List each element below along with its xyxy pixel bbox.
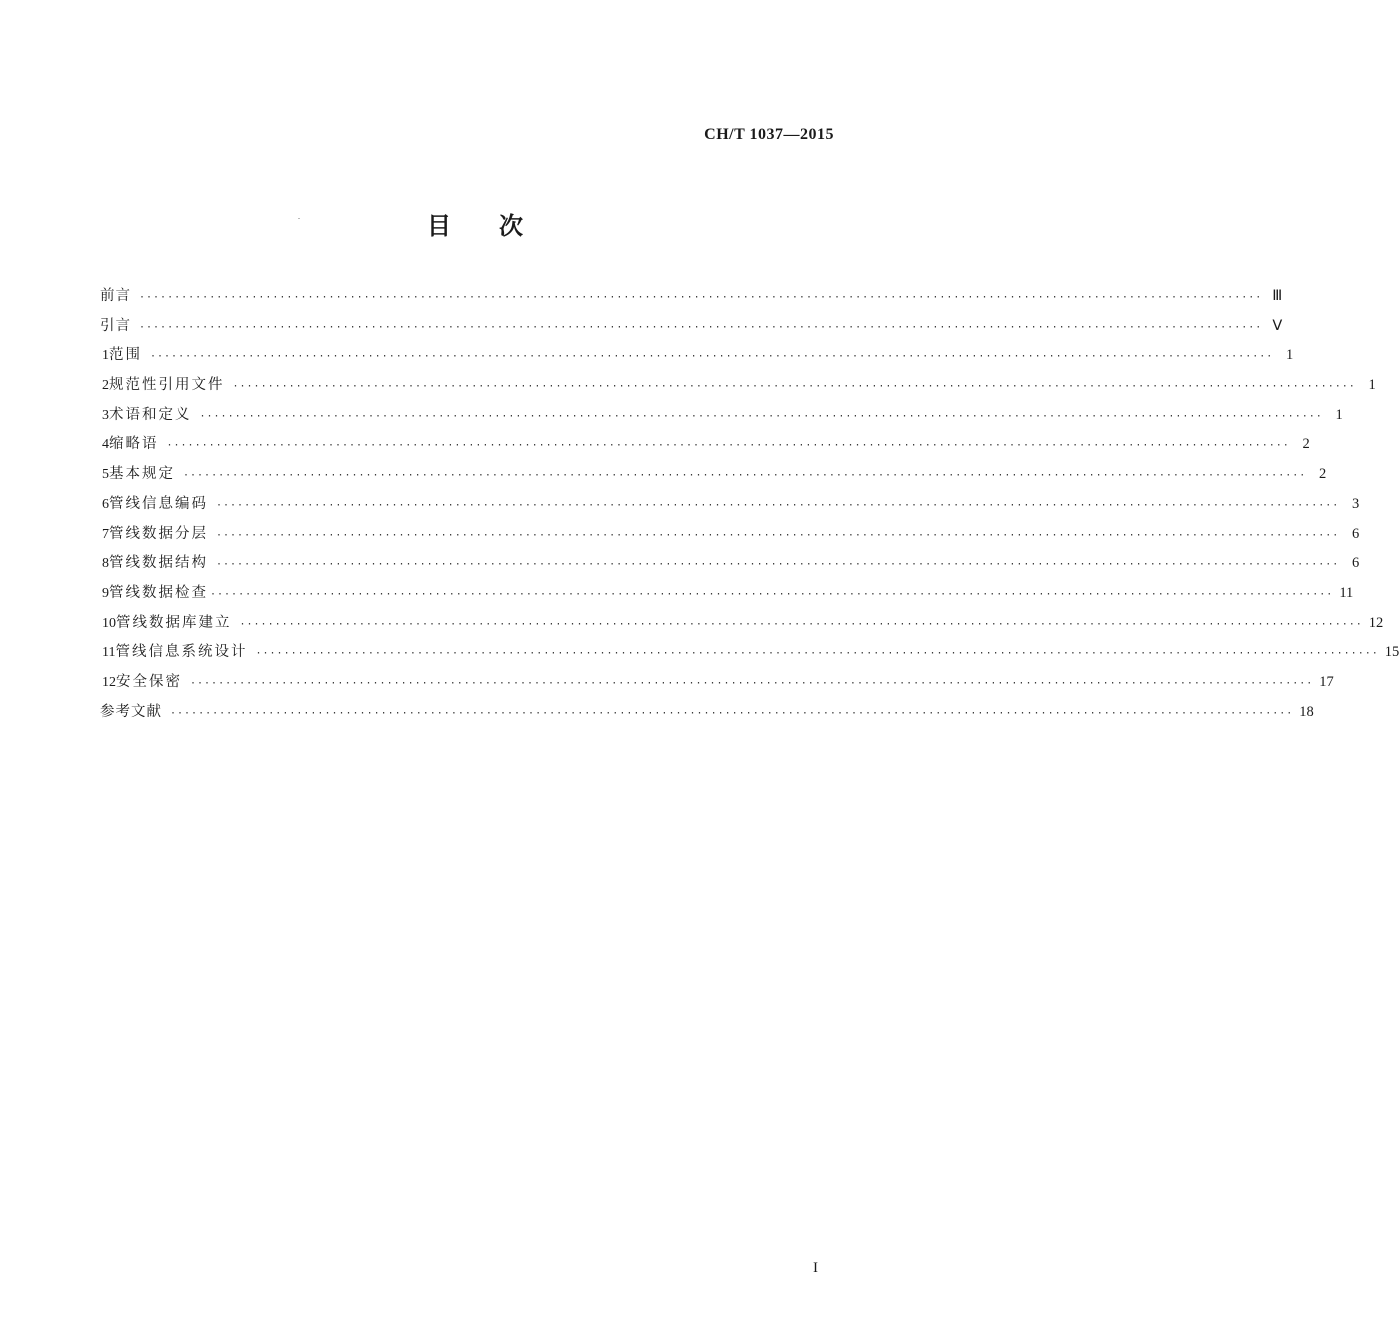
toc-entry[interactable] xyxy=(100,314,1283,344)
toc-entry-label: 安全保密 xyxy=(116,673,182,690)
toc-entry[interactable] xyxy=(100,670,1334,700)
toc-entry-page: Ⅲ xyxy=(1272,288,1283,304)
toc-entry[interactable] xyxy=(100,640,1399,670)
toc-entry-label: 管线信息编码 xyxy=(109,495,208,512)
toc-entry-number: 2 xyxy=(102,378,109,394)
toc-entry[interactable] xyxy=(100,551,1360,581)
toc-leader-dots: ································································································································································ xyxy=(216,499,1340,511)
toc-entry-label: 缩略语 xyxy=(109,436,159,453)
toc-entry[interactable] xyxy=(100,403,1343,433)
toc-entry[interactable] xyxy=(100,522,1360,552)
toc-entry[interactable] xyxy=(100,343,1294,373)
toc-leader-dots: ································································································································································ xyxy=(199,410,1323,422)
toc-entry-page: 11 xyxy=(1339,584,1354,601)
toc-entry-number: 4 xyxy=(102,437,109,453)
toc-entry-number: 9 xyxy=(102,585,109,601)
toc-leader-dots: ································································································································································ xyxy=(139,292,1263,303)
toc-leader-dots: ································································································································································ xyxy=(150,351,1274,363)
toc-entry-page: 12 xyxy=(1368,614,1384,631)
toc-entry[interactable] xyxy=(100,581,1354,611)
toc-entry-label: 参考文献 xyxy=(100,703,162,720)
toc-entry-number: 5 xyxy=(102,467,109,483)
toc-entry-label: 管线数据分层 xyxy=(109,525,208,542)
toc-entry-label: 管线数据检查 xyxy=(109,584,208,601)
toc-leader-dots: ································································································································································ xyxy=(170,707,1294,719)
toc-entry[interactable] xyxy=(100,373,1376,403)
toc-entry-page: 1 xyxy=(1286,347,1294,364)
toc-leader-dots: ································································································································································ xyxy=(139,321,1263,333)
toc-entry[interactable] xyxy=(100,462,1327,492)
toc-entry-label: 前言 xyxy=(100,288,131,304)
toc-entry-label: 规范性引用文件 xyxy=(109,377,225,394)
toc-entry[interactable] xyxy=(100,284,1283,314)
toc-leader-dots: ································································································································································ xyxy=(190,677,1314,689)
toc-entry-page: 1 xyxy=(1335,406,1343,423)
toc-entry-page: 2 xyxy=(1319,466,1327,483)
toc-entry-page: 6 xyxy=(1352,555,1360,572)
toc-leader-dots: ································································································································································ xyxy=(210,588,1334,600)
toc-entry-page: 17 xyxy=(1319,673,1334,690)
toc-entry-page: 2 xyxy=(1302,436,1310,453)
toc-entry-page: 15 xyxy=(1384,644,1399,661)
toc-leader-dots: ································································································································································ xyxy=(183,470,1307,482)
toc-entry-number: 3 xyxy=(102,407,109,423)
toc-entry-page: Ⅴ xyxy=(1272,317,1283,334)
toc-entry-label: 管线信息系统设计 xyxy=(115,644,248,661)
toc-entry-page: 3 xyxy=(1352,495,1360,512)
toc-leader-dots: ································································································································································ xyxy=(216,529,1340,541)
toc-entry-number: 8 xyxy=(102,556,109,572)
toc-leader-dots: ································································································································································ xyxy=(232,381,1356,393)
toc-entry-label: 管线数据结构 xyxy=(109,555,208,572)
toc-entry-number: 1 xyxy=(102,348,109,364)
toc-entry-number: 7 xyxy=(102,526,109,542)
toc-entry-number: 6 xyxy=(102,496,109,512)
page-number: I xyxy=(813,1260,818,1276)
toc-entry-label: 管线数据库建立 xyxy=(116,614,232,631)
toc-entry[interactable] xyxy=(100,611,1384,641)
toc-entry[interactable] xyxy=(100,432,1310,462)
toc-entry-page: 6 xyxy=(1352,525,1360,542)
toc-leader-dots: ································································································································································ xyxy=(166,440,1290,452)
toc-entry-label: 术语和定义 xyxy=(109,406,192,423)
toc-leader-dots: ································································································································································ xyxy=(216,559,1340,571)
standard-code: CH/T 1037—2015 xyxy=(704,126,834,143)
toc-entry-page: 18 xyxy=(1299,703,1314,720)
table-of-contents xyxy=(100,284,1399,729)
toc-entry[interactable] xyxy=(100,492,1360,522)
toc-entry-number: 11 xyxy=(102,645,116,661)
toc-entry-page: 1 xyxy=(1368,377,1376,394)
toc-entry-number: 12 xyxy=(102,674,116,690)
toc-entry-label: 引言 xyxy=(100,317,131,334)
toc-entry[interactable] xyxy=(100,700,1314,730)
toc-entry-label: 基本规定 xyxy=(109,466,175,483)
page-title: 目次 xyxy=(427,212,571,240)
toc-entry-number: 10 xyxy=(102,615,116,631)
toc-entry-label: 范围 xyxy=(109,347,142,364)
toc-leader-dots: ································································································································································ xyxy=(239,618,1363,630)
toc-leader-dots: ································································································································································ xyxy=(255,648,1379,660)
